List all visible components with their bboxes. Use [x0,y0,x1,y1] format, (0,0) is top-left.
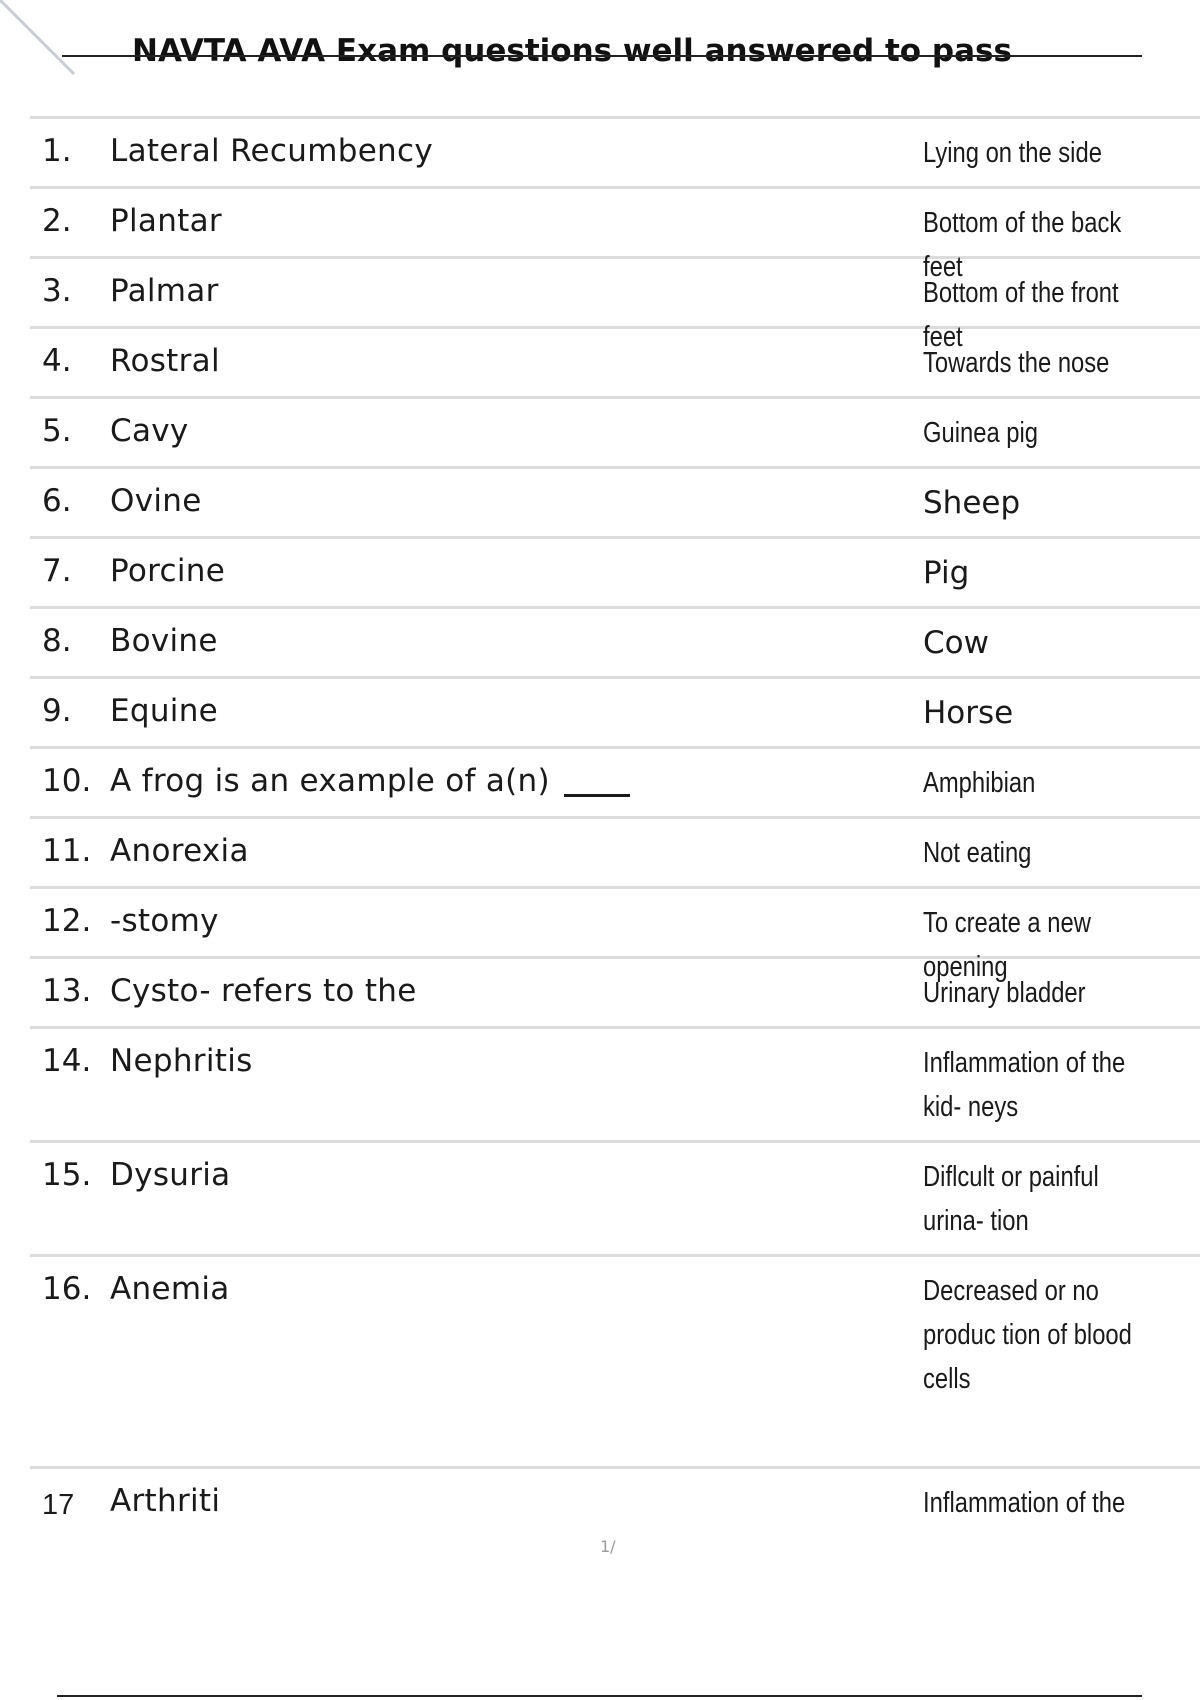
row-answer: Diflcult or painful urina- tion [923,1161,1099,1237]
row-answer: Amphibian [923,767,1036,799]
row-number: 12. [42,903,92,939]
table-row [30,1257,1200,1469]
row-answer: Decreased or no produc tion of blood cells [923,1275,1132,1395]
row-answer: Inflammation of the kid- neys [923,1047,1126,1123]
table-row [30,1029,1200,1143]
row-answer: To create a new opening [923,907,1091,983]
row-term: Plantar [110,203,222,239]
row-number: 15. [42,1157,92,1193]
row-term-text: A frog is an example of a(n) [110,763,550,799]
fill-in-blank [564,794,630,797]
row-number: 9. [42,693,72,729]
row-term: Porcine [110,553,226,589]
table-row [30,749,1200,819]
row-term: Dysuria [110,1157,231,1193]
row-answer: Lying on the side [923,137,1102,169]
row-number: 17 [42,1489,75,1521]
row-answer: Inflammation of the [923,1487,1126,1519]
row-answer: Urinary bladder [923,977,1086,1009]
row-number: 5. [42,413,72,449]
table-row [30,819,1200,889]
row-term: Rostral [110,343,220,379]
table-row [30,469,1200,539]
row-number: 1. [42,133,72,169]
row-answer: Not eating [923,837,1032,869]
table-row [30,119,1200,189]
row-number: 4. [42,343,72,379]
table-row [30,539,1200,609]
row-answer: Bottom of the back feet [923,207,1122,283]
row-answer: Bottom of the front feet [923,277,1119,353]
row-term: Arthriti [110,1483,221,1519]
row-number: 16. [42,1271,92,1307]
row-term: Cysto- refers to the [110,973,417,1009]
table-row [30,259,1200,353]
row-number: 10. [42,763,92,799]
row-term [110,761,630,801]
row-term: Anemia [110,1271,230,1307]
row-term: Palmar [110,273,219,309]
row-number: 14. [42,1043,92,1079]
row-number: 3. [42,273,72,309]
row-term: -stomy [110,903,219,939]
row-term: Lateral Recumbency [110,133,433,169]
row-number: 2. [42,203,72,239]
table-row [30,189,1200,283]
table-row [30,1469,1200,1531]
row-term: Anorexia [110,833,249,869]
page-corner-fold [0,0,80,80]
title-underline [62,55,1142,57]
table-row [30,679,1200,749]
table-row [30,959,1200,1029]
row-answer: Towards the nose [923,347,1110,379]
row-number: 13. [42,973,92,1009]
table-row [30,399,1200,469]
table-row [30,1143,1200,1257]
footer-rule [57,1695,1142,1697]
table-row [30,609,1200,679]
row-answer: Cow [923,625,989,661]
row-answer: Guinea pig [923,417,1039,449]
document-title: NAVTA AVA Exam questions well answered to pass [132,33,1012,69]
row-answer: Horse [923,695,1014,731]
row-number: 6. [42,483,72,519]
qa-table [30,116,1200,1531]
row-answer: Sheep [923,485,1021,521]
row-number: 7. [42,553,72,589]
row-term: Bovine [110,623,218,659]
row-term: Equine [110,693,219,729]
row-answer: Pig [923,555,970,591]
table-row [30,889,1200,983]
row-term: Ovine [110,483,202,519]
row-term: Cavy [110,413,189,449]
row-number: 8. [42,623,72,659]
row-term: Nephritis [110,1043,253,1079]
page-number: 1/ [600,1537,616,1556]
table-row [30,329,1200,399]
row-number: 11. [42,833,92,869]
